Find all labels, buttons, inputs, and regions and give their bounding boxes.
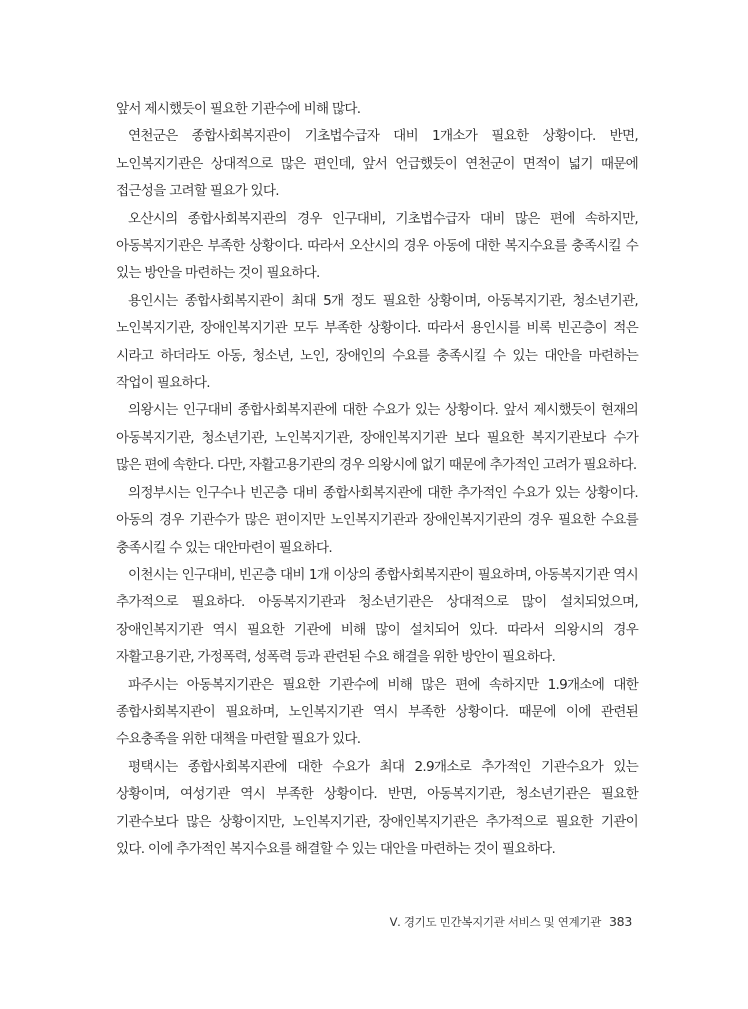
chapter-title: Ⅴ. 경기도 민간복지기관 서비스 및 연계기관 <box>389 915 602 929</box>
body-paragraph-paju: 파주시는 아동복지기관은 필요한 기관수에 비해 많은 편에 속하지만 1.9개소에 대한 종합사회복지관이 필요하며, 노인복지기관 역시 부족한 상황이다. 때문에 이에 관련된 수요충족을 위한 대책을 마련할 필요가 있다. <box>116 676 638 748</box>
page-footer <box>390 914 632 930</box>
body-paragraph-osan: 오산시의 종합사회복지관의 경우 인구대비, 기초법수급자 대비 많은 편에 속하지만, 아동복지기관은 부족한 상황이다. 따라서 오산시의 경우 아동에 대한 복지수요를 충족시킬 수 있는 방안을 마련하는 것이 필요하다. <box>116 210 638 282</box>
body-paragraph-uiwang: 의왕시는 인구대비 종합사회복지관에 대한 수요가 있는 상황이다. 앞서 제시했듯이 현재의 아동복지기관, 청소년기관, 노인복지기관, 장애인복지기관 보다 필요한 복지기관보다 수가 많은 편에 속한다. 다만, 자활고용기관의 경우 의왕시에 없기 때문에 추가적인 고려가 필요하다. <box>116 402 638 474</box>
body-paragraph-yongin: 용인시는 종합사회복지관이 최대 5개 정도 필요한 상황이며, 아동복지기관, 청소년기관, 노인복지기관, 장애인복지기관 모두 부족한 상황이다. 따라서 용인시를 비록 빈곤층이 적은 시라고 하더라도 아동, 청소년, 노인, 장애인의 수요를 충족시킬 수 있는 대안을 마련하는 작업이 필요하다. <box>116 292 638 392</box>
body-paragraph-uijeongbu: 의정부시는 인구수나 빈곤층 대비 종합사회복지관에 대한 추가적인 수요가 있는 상황이다. 아동의 경우 기관수가 많은 편이지만 노인복지기관과 장애인복지기관의 경우 필요한 수요를 충족시킬 수 있는 대안마련이 필요하다. <box>116 484 638 556</box>
body-paragraph-continued: 앞서 제시했듯이 필요한 기관수에 비해 많다. <box>116 101 361 117</box>
body-paragraph-yeoncheon: 연천군은 종합사회복지관이 기초법수급자 대비 1개소가 필요한 상황이다. 반면, 노인복지기관은 상대적으로 많은 편인데, 앞서 언급했듯이 연천군이 면적이 넓기 때문에 접근성을 고려할 필요가 있다. <box>116 128 638 200</box>
body-paragraph-icheon: 이천시는 인구대비, 빈곤층 대비 1개 이상의 종합사회복지관이 필요하며, 아동복지기관 역시 추가적으로 필요하다. 아동복지기관과 청소년기관은 상대적으로 많이 설치되었으며, 장애인복지기관 역시 필요한 기관에 비해 많이 설치되어 있다. 따라서 의왕시의 경우 자활고용기관, 가정폭력, 성폭력 등과 관련된 수요 해결을 위한 방안이 필요하다. <box>116 566 638 666</box>
document-body <box>116 96 638 863</box>
page-number: 383 <box>609 914 632 929</box>
body-paragraph-pyeongtaek: 평택시는 종합사회복지관에 대한 수요가 최대 2.9개소로 추가적인 기관수요가 있는 상황이며, 여성기관 역시 부족한 상황이다. 반면, 아동복지기관, 청소년기관은 필요한 기관수보다 많은 상황이지만, 노인복지기관, 장애인복지기관은 추가적으로 필요한 기관이 있다. 이에 추가적인 복지수요를 해결할 수 있는 대안을 마련하는 것이 필요하다. <box>116 758 638 857</box>
